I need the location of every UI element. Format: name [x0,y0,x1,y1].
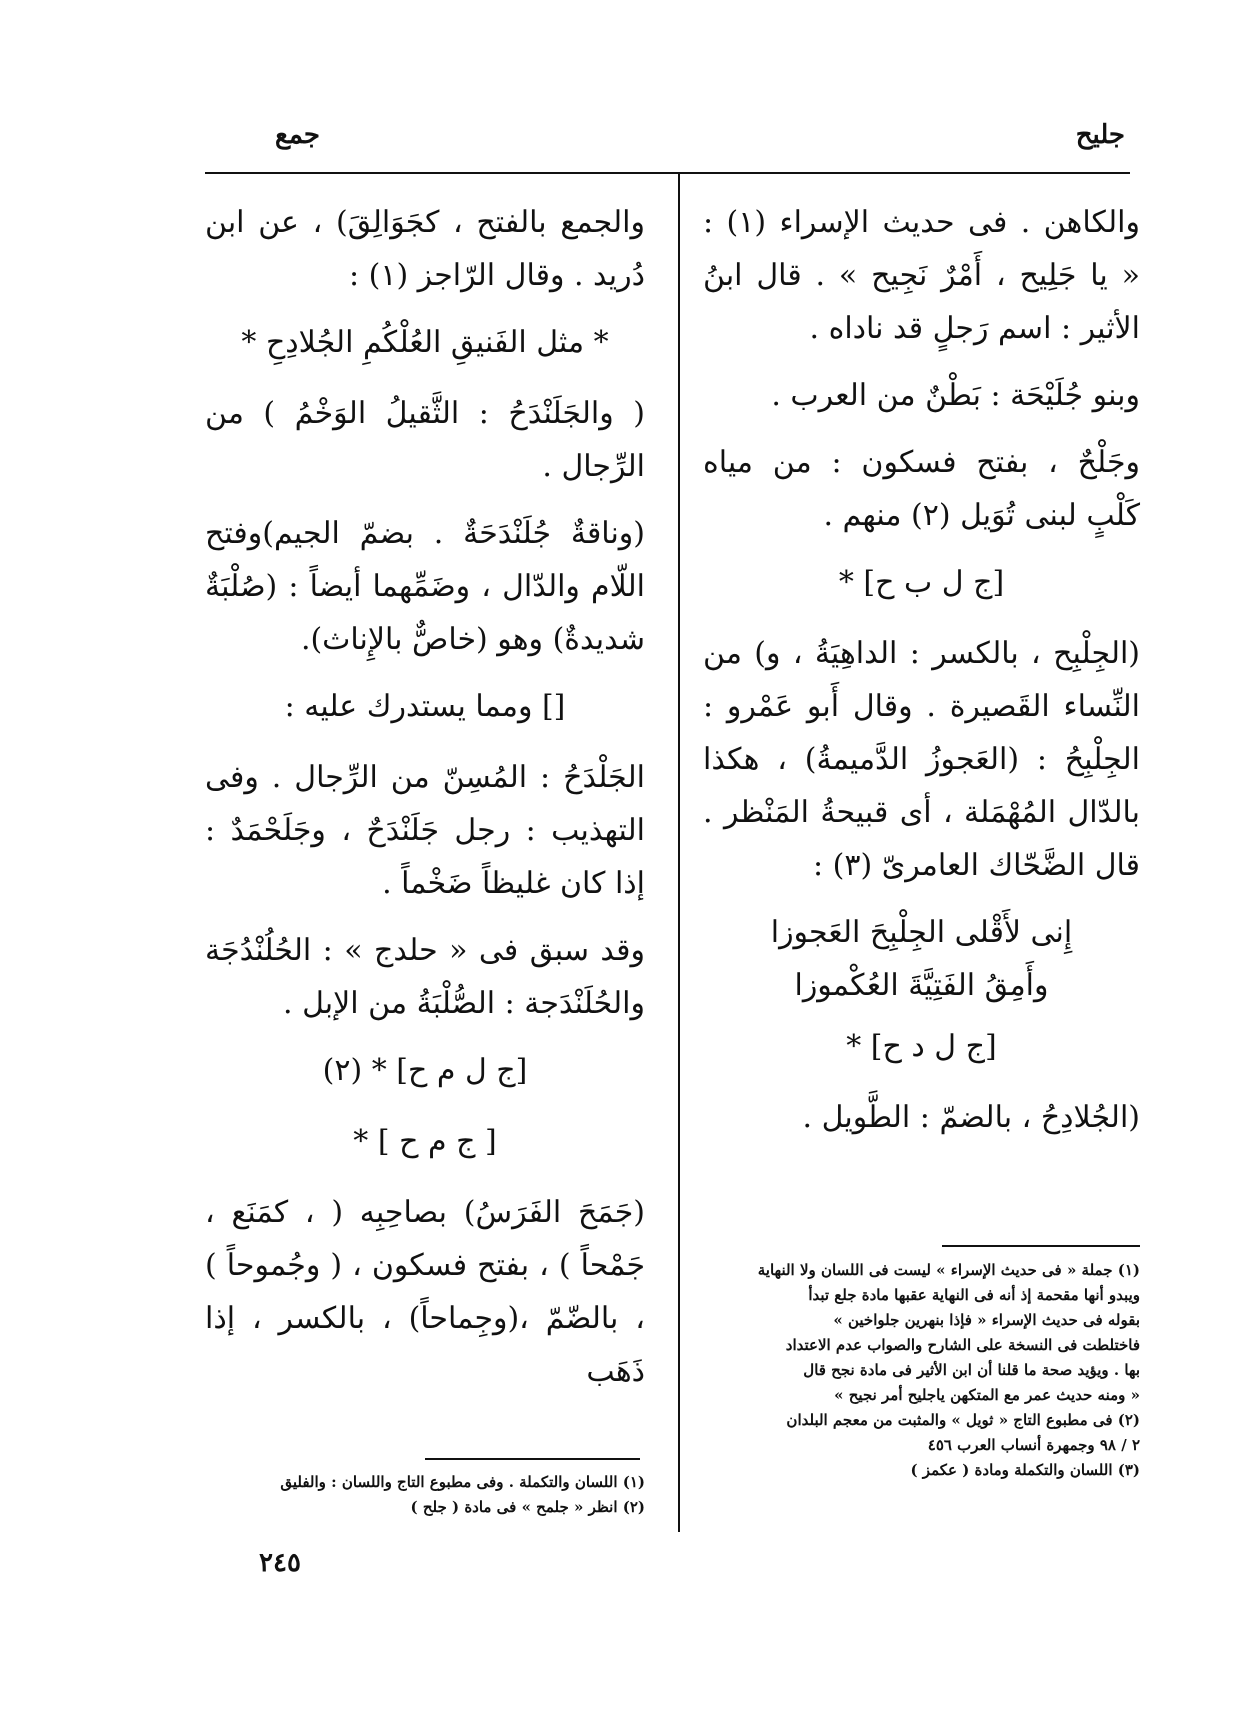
supplement-heading: [] ومما يستدرك عليه : [284,689,566,724]
footnote-line: (١) جملة « فى حديث الإسراء » ليست فى اللسان ولا النهاية [757,1261,1140,1279]
paragraph: والجمع بالفتح ، كجَوَالِقَ) ، عن ابن دُريد . وقال الرّاجز (١) : [205,205,645,293]
paragraph: (الجِلْبِح ، بالكسر : الداهِيَةُ ، و) من النِّساء القَصيرة . وقال أَبو عَمْرو : الجِلْبِحُ : (العَجوزُ الدَّميمةُ) ، هكذا بالدّال المُهْمَلة ، أى قبيحةُ المَنْظر . قال الضَّحّاك العامرىّ (٣) : [703,636,1140,883]
entry-heading: [ج ل م ح] * (٢) [322,1053,528,1088]
footnote-line: (٢) فى مطبوع التاج « ثويل » والمثبت من معجم البلدان [786,1411,1140,1429]
paragraph: ( والجَلَنْدَحُ : الثَّقيلُ الوَخْمُ ) من الرِّجال . [205,396,645,484]
header-rule [205,172,1130,174]
footnote-line: (٢) انظر « جلمح » فى مادة ( جلح ) [410,1498,645,1516]
footnote-rule-left [425,1458,640,1460]
footnote-line: ويبدو أنها مقحمة إذ أنه فى النهاية عقبها مادة جلع تبدأ [808,1286,1140,1304]
entry-heading: [ ج م ح ] * [353,1124,497,1159]
right-column [703,196,1140,1158]
footnote-line: بقوله فى حديث الإسراء « فإذا بنهرين جلواخين » [833,1311,1140,1329]
paragraph: (وناقةٌ جُلَنْدَحَةٌ . بضمّ الجيم)وفتح اللّام والدّال ، وضَمِّهما أيضاً : (صُلْبَةٌ شديدةٌ) وهو (خاصٌّ بالإِناث). [205,516,645,657]
column-divider [678,172,680,1532]
footnote-rule-right [942,1245,1140,1247]
entry-heading: [ج ل ب ح] * [838,565,1005,600]
verse-line: وأَمِقُ الفَتِيَّةَ العُكْموزا [794,968,1049,1003]
footnote-line: (١) اللسان والتكملة . وفى مطبوع التاج واللسان : والفليق [280,1473,645,1491]
paragraph: وبنو جُلَيْحَة : بَطْنٌ من العرب . [771,378,1140,413]
footnotes-left [205,1470,645,1520]
paragraph: (جَمَحَ الفَرَسُ) بصاحِبِه ( ، كمَنَع ، جَمْحاً ) ، بفتح فسكون ، ( وجُموحاً ) ، بالضّمّ ،(وجِماحاً) ، بالكسر ، إذا ذَهَب [205,1195,645,1389]
page-number: ٢٤٥ [259,1548,301,1578]
footnote-line: بها . ويؤيد صحة ما قلنا أن ابن الأثير فى مادة نجح قال [803,1361,1140,1379]
verse-line: إِنى لأَقْلى الجِلْبِحَ العَجوزا [770,915,1073,950]
footnote-line: (٣) اللسان والتكملة ومادة ( عكمز ) [910,1461,1140,1479]
footnote-line: فاختلطت فى النسخة على الشارح والصواب عدم الاعتداد [785,1336,1140,1354]
paragraph: والكاهن . فى حديث الإسراء (١) : « يا جَلِيح ، أَمْرٌ نَجِيح » . قال ابنُ الأثير : اسم رَجلٍ قد ناداه . [703,205,1140,346]
footnote-line: « ومنه حديث عمر مع المتكهن ياجليح أمر نجيح » [834,1386,1140,1404]
entry-heading: [ج ل د ح] * [846,1029,997,1064]
running-head-left: جمع [275,120,320,150]
paragraph: وقد سبق فى « حلدج » : الحُلُنْدُجَة والحُلَنْدَجة : الصُّلْبَةُ من الإبل . [205,933,645,1021]
footnote-line: ٢ / ٩٨ وجمهرة أنساب العرب ٤٥٦ [927,1436,1140,1454]
verse-line: * مثل الفَنيقِ العُلْكُمِ الجُلادِحِ * [241,325,609,360]
paragraph: وجَلْحٌ ، بفتح فسكون : من مياه كَلْبٍ لبنى تُوَيل (٢) منهم . [703,445,1140,533]
footnotes-right [703,1258,1140,1483]
paragraph: (الجُلادِحُ ، بالضمّ : الطَّويل . [802,1100,1140,1135]
left-column [205,196,645,1412]
paragraph: الجَلْدَحُ : المُسِنّ من الرِّجال . وفى التهذيب : رجل جَلَنْدَحٌ ، وجَلَحْمَدٌ : إذا كان غليظاً ضَخْماً . [205,760,645,901]
running-head-right: جليح [1075,120,1125,150]
